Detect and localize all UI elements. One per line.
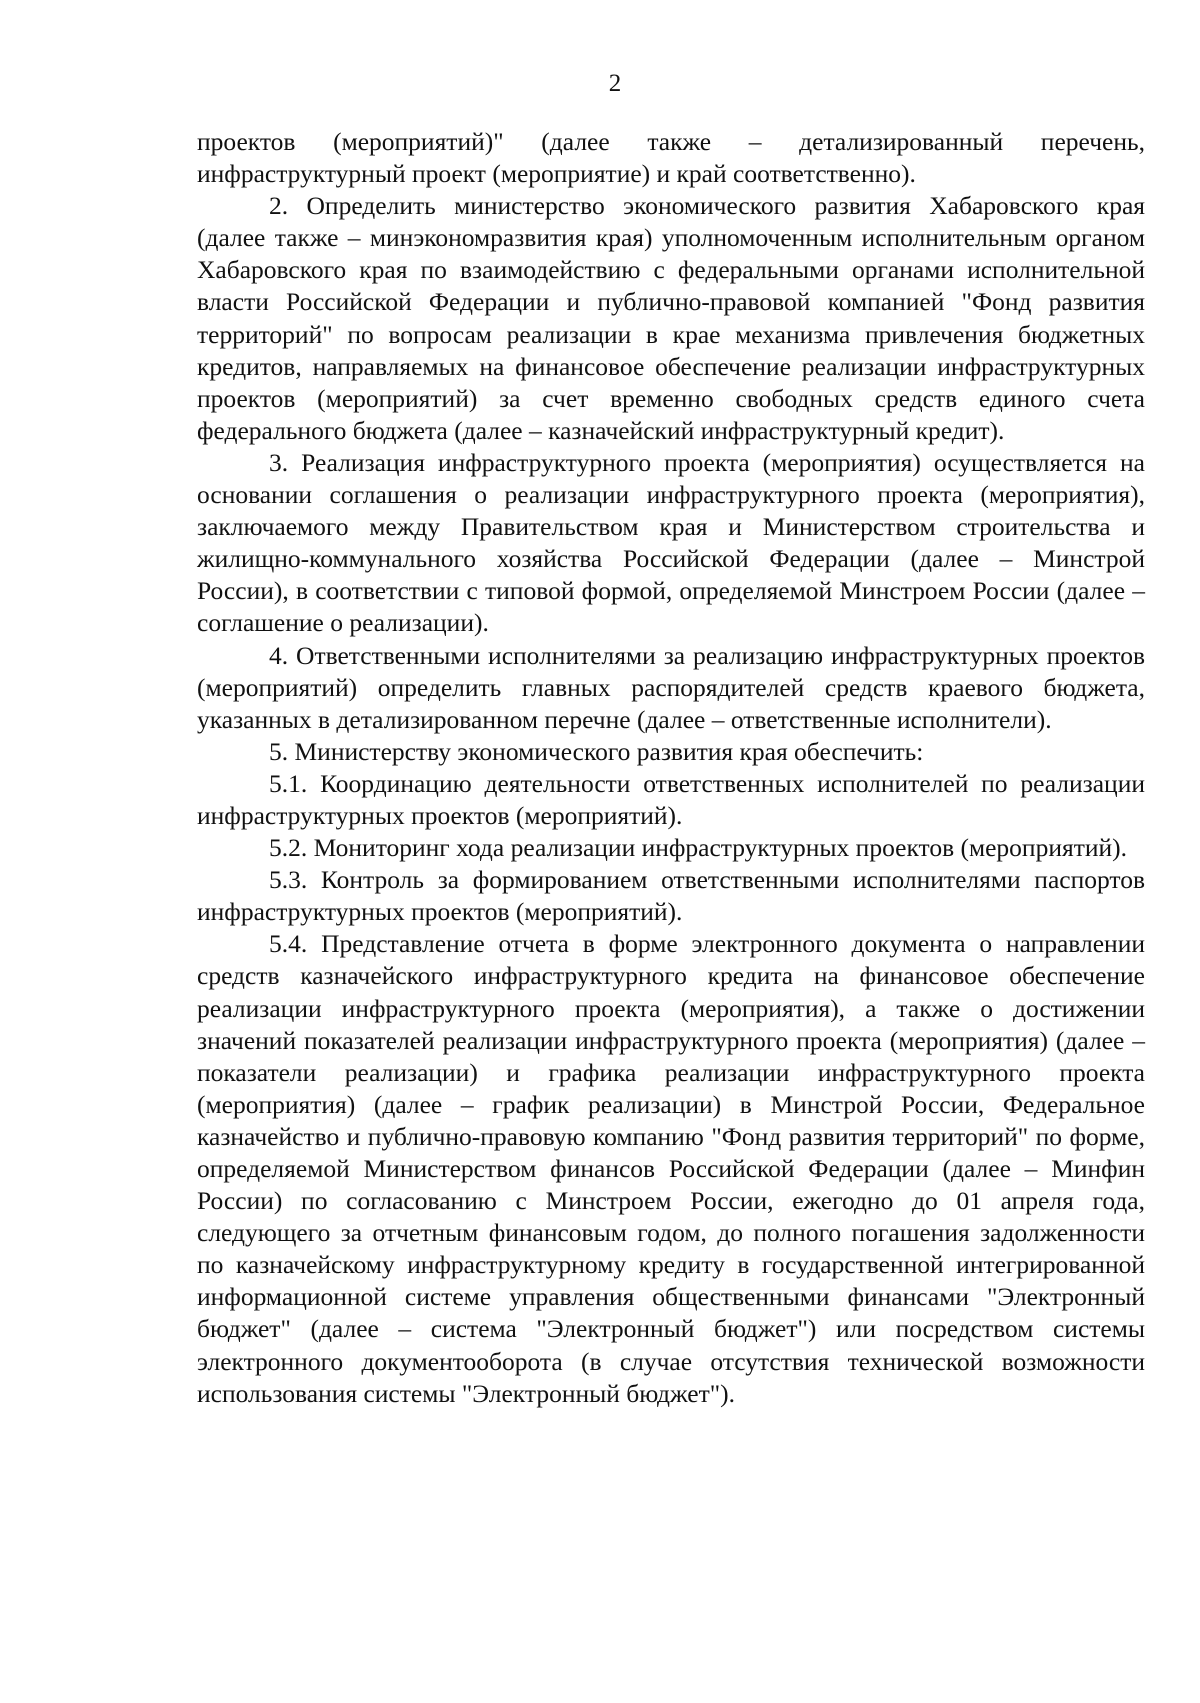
paragraph-3: 3. Реализация инфраструктурного проекта (мероприятия) осуществляется на основании соглашения о реализации инфраструктурного проекта (мероприятия), заключаемого между Правительством края и Министерством строительства и жилищно-коммунального хозяйства Российской Федерации (далее – Минстрой России), в соответствии с типовой формой, определяемой Минстроем России (далее – соглашение о реализации).	[197, 447, 1145, 638]
page-number: 2	[608, 70, 622, 97]
paragraph-continuation: проектов (мероприятий)" (далее также – детализированный перечень, инфраструктурный проект (мероприятие) и край соответственно).	[197, 127, 1145, 189]
paragraph-5-1: 5.1. Координацию деятельности ответственных исполнителей по реализации инфраструктурных проектов (мероприятий).	[197, 768, 1145, 830]
document-body	[197, 126, 1145, 1410]
paragraph-5: 5. Министерству экономического развития края обеспечить:	[269, 736, 924, 766]
paragraph-5-3: 5.3. Контроль за формированием ответственными исполнителями паспортов инфраструктурных проектов (мероприятий).	[197, 865, 1145, 927]
paragraph-5-2: 5.2. Мониторинг хода реализации инфраструктурных проектов (мероприятий).	[269, 833, 1128, 863]
paragraph-4: 4. Ответственными исполнителями за реализацию инфраструктурных проектов (мероприятий) определить главных распорядителей средств краевого бюджета, указанных в детализированном перечне (далее – ответственные исполнители).	[197, 640, 1145, 734]
paragraph-2: 2. Определить министерство экономического развития Хабаровского края (далее также – минэкономразвития края) уполномоченным исполнительным органом Хабаровского края по взаимодействию с федеральными органами исполнительной власти Российской Федерации и публично-правовой компанией "Фонд развития территорий" по вопросам реализации в крае механизма привлечения бюджетных кредитов, направляемых на финансовое обеспечение реализации инфраструктурных проектов (мероприятий) за счет временно свободных средств единого счета федерального бюджета (далее – казначейский инфраструктурный кредит).	[197, 191, 1145, 445]
paragraph-5-4: 5.4. Представление отчета в форме электронного документа о направлении средств казначейского инфраструктурного кредита на финансовое обеспечение реализации инфраструктурного проекта (мероприятия), а также о достижении значений показателей реализации инфраструктурного проекта (мероприятия) (далее – показатели реализации) и графика реализации инфраструктурного проекта (мероприятия) (далее – график реализации) в Минстрой России, Федеральное казначейство и публично-правовую компанию "Фонд развития территорий" по форме, определяемой Министерством финансов Российской Федерации (далее – Минфин России) по согласованию с Минстроем России, ежегодно до 01 апреля года, следующего за отчетным финансовым годом, до полного погашения задолженности по казначейскому инфраструктурному кредиту в государственной интегрированной информационной системе управления общественными финансами "Электронный бюджет" (далее – система "Электронный бюджет") или посредством системы электронного документооборота (в случае отсутствия технической возможности использования системы "Электронный бюджет").	[197, 929, 1145, 1408]
